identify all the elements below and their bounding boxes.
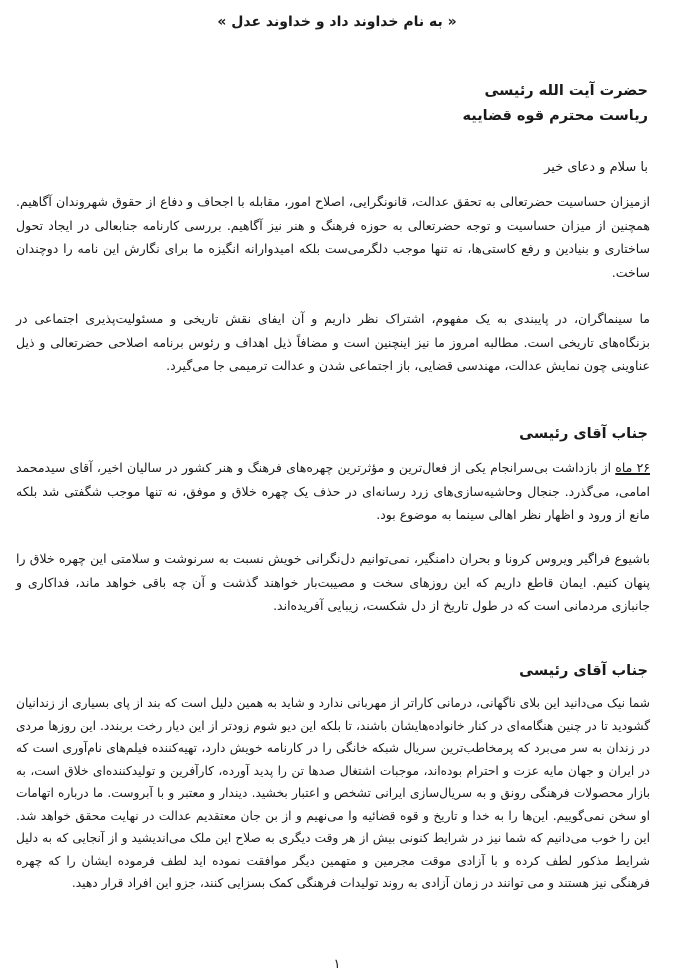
paragraph-1: ازمیزان حساسیت حضرتعالی به تحقق عدالت، قانونگرایی، اصلاح امور، مقابله با اجحاف و دفاع از حقوق شهروندان آگاهیم. همچنین از میزان حساسیت و توجه حضرتعالی به حوزه فرهنگ و هنر نیز آگاهیم. بررسی کارنامه جنابعالی در ایجاد تحول ساختاری و بنیادین و رفع کاستی‌ها، نه تنها موجب دلگرمی‌ست بلکه امیدوارانه انگیزه ما برای نگارش این نامه را دوچندان ساخت. <box>16 194 650 280</box>
page-number: ۱ <box>333 957 341 972</box>
paragraph-3-text: از بازداشت بی‌سرانجام یکی از فعال‌ترین و مؤثرترین چهره‌های فرهنگ و هنر کشور در سالیان اخیر، آقای سیدمحمد امامی، می‌گذرد. جنجال وحاشیه‌سازی‌های زرد رسانه‌ای در حذف یک چهره خلاق و موفق، نه تنها موجب شگفتی شد بلکه مانع از ورود و اظهار نظر اهالی سینما به موضوع بود. <box>16 460 650 522</box>
paragraph-5: شما نیک می‌دانید این بلای ناگهانی، درمانی کارا‌تر از مهربانی ندارد و شاید به همین دلیل است که بند از پای بسیاری از زندانیان گشودید تا در چنین هنگامه‌ای در کنار خانواده‌هایشان باشند، تا بلکه این دیو شوم زودتر از این دیار رخت بربندد. این روزها مردی در زندان به سر می‌برد که پرمخاطب‌ترین سریال شبکه خانگی را در کارنامه خویش دارد، تهیه‌کننده فیلم‌های نام‌آوری است که در ایران و جهان مایه عزت و احترام بوده‌اند، موجبات اشتغال صدها تن را پدید آورده، کارآفرین و تولیدکننده‌ای خلاق است، به بازار محصولات فرهنگی رونق و به سریال‌سازی ایرانی تشخص و اعتبار بخشید. دیندار و معتبر و با آبروست. ما درباره اتهامات او سخن نمی‌گوییم. این‌ها را به خدا و تاریخ و قوه قضائیه وا می‌نهیم و از بن جان معتقدیم عدالت در نهایت محقق خواهد شد. این را خوب می‌دانیم که شما نیز در شرایط کنونی بیش از هر وقت دیگری به صلاح این ملک می‌اندیشید و از آنجایی که به دلیل شرایط مذکور لطف کرده و با آزادی موقت مجرمین و متهمین دیگر موافقت نموده اید لطف فرموده ایشان را که چهره فرهنگی نیز هستند و می توانند در زمان آزادی به روند تولیدات فرهنگی کمک بسزایی کنند، جزو این افراد قرار دهید. <box>16 696 650 890</box>
paragraph-4: باشیوع فراگیر ویروس کرونا و بحران دامنگیر، نمی‌توانیم دل‌نگرانی خویش نسبت به سرنوشت و سلامتی این چهره خلاق را پنهان کنیم. ایمان قاطع داریم که این روزهای سخت و مصیبت‌بار خواهند گذشت و آن چه باقی خواهد ماند، فداکاری و جانبازی مردمانی است که در طول تاریخ از دل شکست، زیبایی آفریده‌اند. <box>16 551 650 613</box>
basmala-header: « به نام خداوند داد و خداوند عدل » <box>217 14 457 30</box>
paragraph-2: ما سینماگران، در پایبندی به یک مفهوم، اشتراک نظر داریم و آن ایفای نقش تاریخی و مسئولیت‌پذیری اجتماعی در بزنگاه‌های تاریخی است. مطالبه امروز ما نیز اینچنین است و مضافاً ذیل اهداف و رئوس برنامه اصلاحی حضرتعالی و ذیل عناوینی چون نمایش عدالت، مهندسی قضایی، باز اجتماعی شدن و عدالت ترمیمی جا می‌گیرد. <box>16 311 650 373</box>
salutation: با سلام و دعای خیر <box>544 160 648 175</box>
section-heading-1: جناب آقای رئیسی <box>519 426 648 442</box>
paragraph-3 <box>16 456 650 527</box>
addressee-title: ریاست محترم قوه قضاییه <box>462 108 648 124</box>
section-heading-2: جناب آقای رئیسی <box>519 663 648 679</box>
addressee-name: حضرت آیت الله رئیسی <box>484 83 648 99</box>
duration-highlight: ۲۶ ماه <box>615 460 651 475</box>
